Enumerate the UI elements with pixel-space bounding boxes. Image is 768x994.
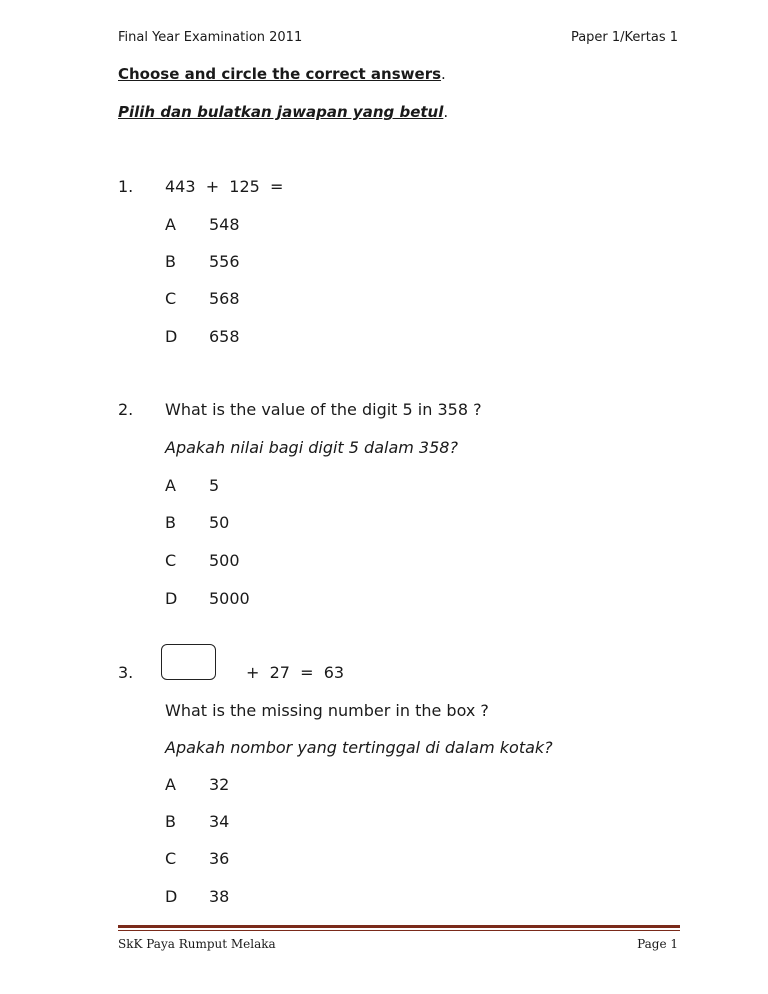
option-value[interactable]: 500 <box>209 551 240 570</box>
option-value[interactable]: 548 <box>209 215 240 234</box>
option-letter[interactable]: C <box>165 551 177 570</box>
missing-number-box <box>161 644 216 680</box>
question-number: 1. <box>118 177 134 196</box>
option-letter[interactable]: C <box>165 849 177 868</box>
question-stem: 443 + 125 = <box>165 177 284 196</box>
option-letter[interactable]: D <box>165 887 178 906</box>
header-exam-title: Final Year Examination 2011 <box>118 30 303 45</box>
option-value[interactable]: 50 <box>209 513 230 532</box>
option-letter[interactable]: A <box>165 476 176 495</box>
option-letter[interactable]: D <box>165 589 178 608</box>
footer-rule-thick <box>118 925 680 928</box>
question-number: 3. <box>118 663 134 682</box>
option-letter[interactable]: B <box>165 812 176 831</box>
option-value[interactable]: 34 <box>209 812 230 831</box>
option-letter[interactable]: B <box>165 513 176 532</box>
question-stem: What is the missing number in the box ? <box>165 701 489 720</box>
option-letter[interactable]: C <box>165 289 177 308</box>
option-value[interactable]: 5000 <box>209 589 250 608</box>
option-letter[interactable]: A <box>165 775 176 794</box>
option-value[interactable]: 38 <box>209 887 230 906</box>
option-value[interactable]: 556 <box>209 252 240 271</box>
option-value[interactable]: 568 <box>209 289 240 308</box>
option-letter[interactable]: B <box>165 252 176 271</box>
option-letter[interactable]: D <box>165 327 178 346</box>
footer-rule-thin <box>118 930 680 931</box>
footer-page-number: Page 1 <box>637 937 678 951</box>
question-stem: What is the value of the digit 5 in 358 ? <box>165 400 482 419</box>
instruction-malay: Pilih dan bulatkan jawapan yang betul. <box>118 103 449 121</box>
option-value[interactable]: 32 <box>209 775 230 794</box>
option-value[interactable]: 5 <box>209 476 220 495</box>
option-value[interactable]: 36 <box>209 849 230 868</box>
question-stem-malay: Apakah nombor yang tertinggal di dalam kotak? <box>165 738 553 757</box>
question-equation: + 27 = 63 <box>246 663 345 682</box>
instruction-english: Choose and circle the correct answers. <box>118 65 446 83</box>
option-value[interactable]: 658 <box>209 327 240 346</box>
option-letter[interactable]: A <box>165 215 176 234</box>
question-number: 2. <box>118 400 134 419</box>
footer-school: SkK Paya Rumput Melaka <box>118 937 276 951</box>
header-paper-label: Paper 1/Kertas 1 <box>570 30 678 45</box>
question-stem-malay: Apakah nilai bagi digit 5 dalam 358? <box>165 438 458 457</box>
